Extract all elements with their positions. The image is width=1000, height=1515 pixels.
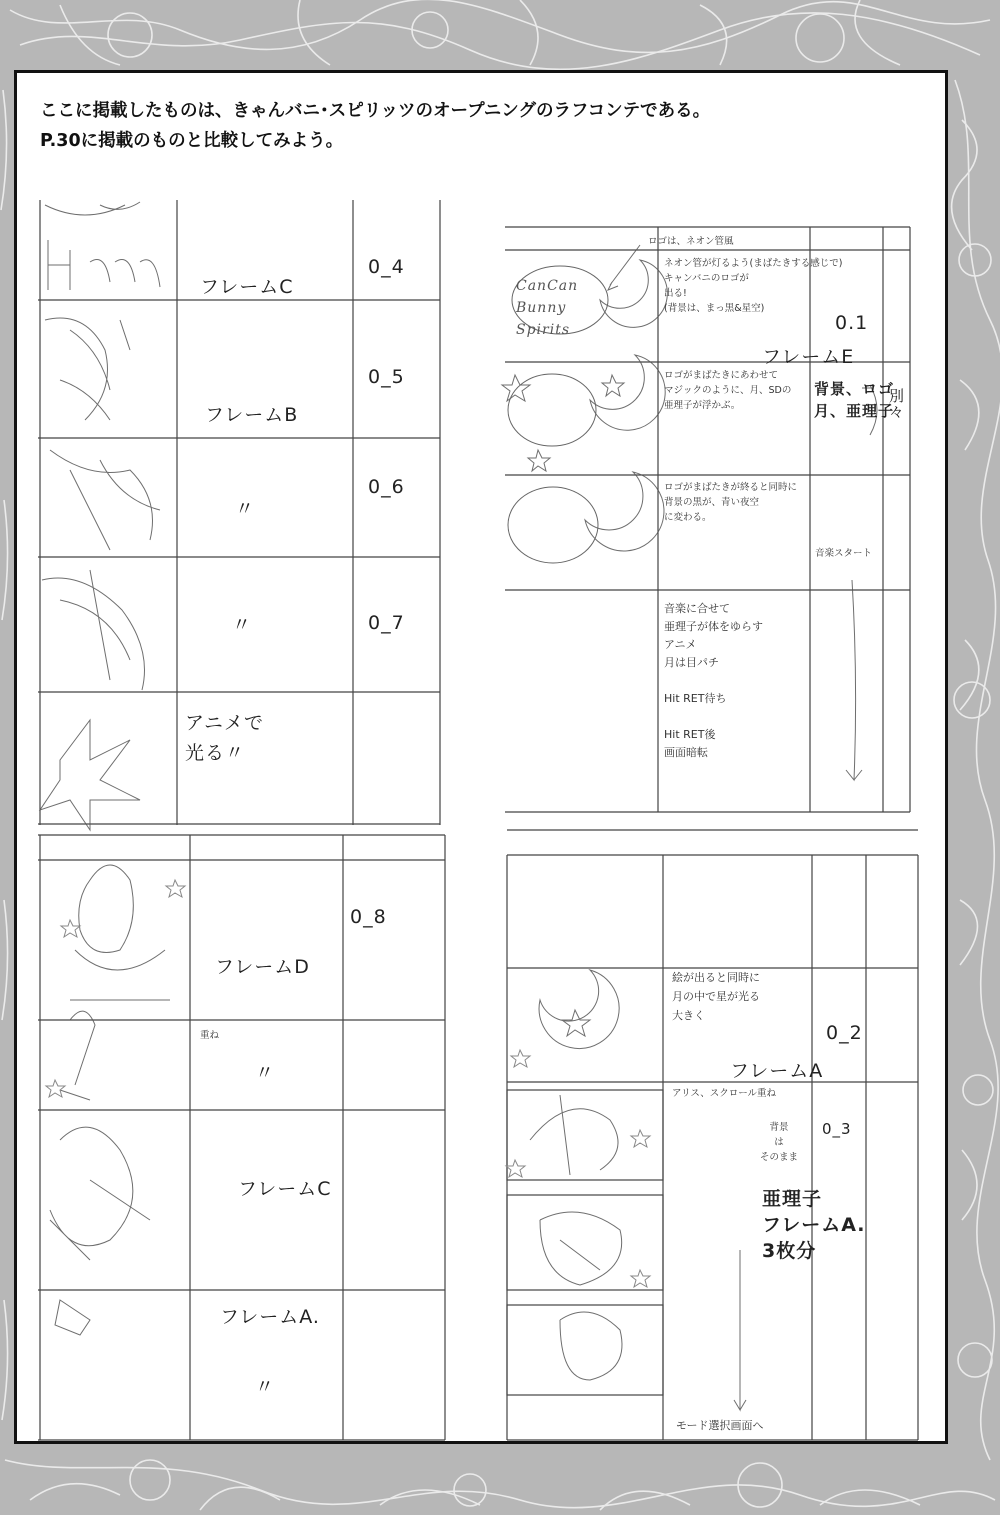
frame-label-row-4-bl: フレームA. (220, 1306, 320, 1328)
note-row-4: 音楽に合せて 亜理子が体をゆらす アニメ 月は目パチ Hit RET待ち Hit RET後 画面暗転 (664, 602, 763, 759)
frame-label-row-1-right: フレームE (762, 346, 855, 368)
frame-label-row-1-br: フレームA (730, 1060, 824, 1082)
frame-label-row-3-br: 亜理子 フレームA. 3枚分 (762, 1188, 866, 1262)
time-row-1-right: 0.1 (835, 312, 869, 334)
sub-note-row-2-br: 背景 は そのまま (760, 1122, 799, 1163)
note-row-2-br: アリス、スクロール重ね (672, 1088, 777, 1099)
frame-label-row-4: 〃 (232, 614, 253, 636)
time-row-2: 0_5 (368, 366, 405, 388)
note-row-4-br: モード選択画面へ (676, 1419, 764, 1432)
frame-label-row-1: フレームC (200, 276, 294, 298)
note-row-1-br: 絵が出ると同時に 月の中で星が光る 大きく (672, 971, 760, 1022)
sketch-drawings-bottom-right (530, 970, 746, 1410)
note-row-3: ロゴがまばたきが終ると同時に 背景の黒が、青い夜空 に変わる。 (664, 482, 798, 523)
time-row-4: 0_7 (368, 612, 405, 634)
music-start-note: 音楽スタート (815, 548, 873, 559)
logo-text-sketch: CanCan Bunny Spirits (516, 278, 579, 338)
note-row-1: ネオン管が灯るよう(まばたきする感じで) キャンバニのロゴが 出る! (背景は、まっ黒&星空) (664, 258, 843, 314)
caption-line-2: P.30に掲載のものと比較してみよう。 (40, 131, 344, 151)
frame-label-row-5-bl: 〃 (255, 1376, 276, 1398)
logo-neon-note: ロゴは、ネオン管風 (648, 236, 734, 247)
time-row-1-bl: 0_8 (350, 906, 387, 928)
frame-label-row-1-bl: フレームD (215, 956, 310, 978)
caption-line-1: ここに掲載したものは、きゃんバニ･スピリッツのオープニングのラフコンテである。 (40, 101, 711, 121)
frame-label-row-2: フレームB (205, 404, 299, 426)
frame-label-row-5: アニメで 光る〃 (185, 712, 265, 764)
time-row-3: 0_6 (368, 476, 405, 498)
frame-label-row-3: 〃 (235, 498, 256, 520)
note-row-2: ロゴがまばたきにあわせて マジックのように、月、SDの 亜理子が浮かぶ。 (664, 370, 792, 411)
frame-label-row-3-bl: フレームC (238, 1178, 332, 1200)
note-row-2-bl: 重ね (200, 1030, 220, 1041)
frame-label-row-2-bl: 〃 (255, 1062, 276, 1084)
time-row-1: 0_4 (368, 256, 405, 278)
layer-label-row-2: 背景、ロゴ 月、亜理子 (814, 380, 895, 420)
time-row-2-br: 0_3 (822, 1120, 852, 1138)
side-note-row-2: 別々 (887, 388, 905, 420)
time-row-1-br: 0_2 (826, 1022, 863, 1044)
